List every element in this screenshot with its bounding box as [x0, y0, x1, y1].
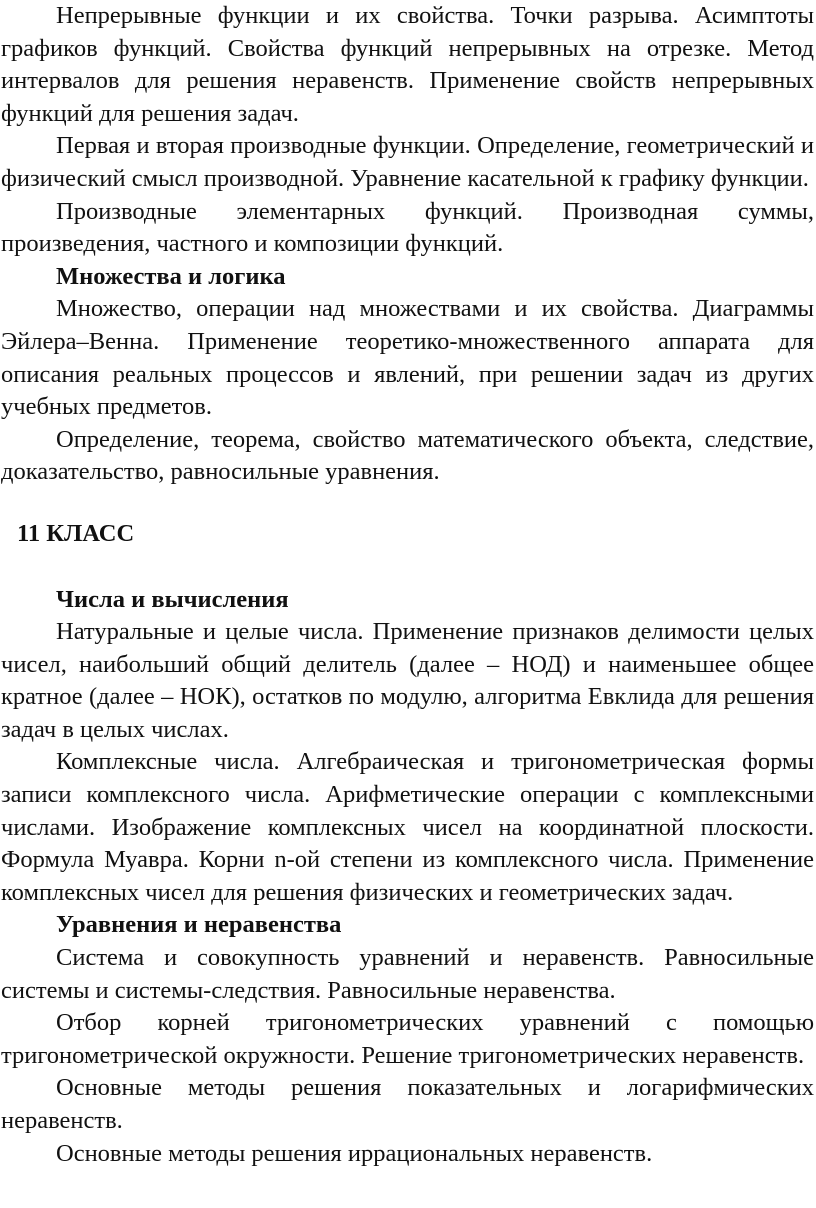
section-heading-equations: Уравнения и неравенства [56, 911, 342, 939]
paragraph-complex-numbers: Комплексные числа. Алгебраическая и тригонометрическая формы записи комплексного числа. Арифметические операции с комплексными числами. Изображение комплексных чисел на координатной плоскости. Формула Муавра. Корни n-ой степени из комплексного числа. Применение комплексных чисел для решения физических и геометрических задач. [1, 748, 814, 906]
paragraph-trig-roots: Отбор корней тригонометрических уравнений с помощью тригонометрической окружности. Решение тригонометрических неравенств. [1, 1009, 814, 1069]
paragraph-systems: Система и совокупность уравнений и неравенств. Равносильные системы и системы-следствия. Равносильные неравенства. [1, 944, 814, 1004]
paragraph-irrational: Основные методы решения иррациональных неравенств. [56, 1139, 653, 1167]
paragraph-sets-operations: Множество, операции над множествами и их свойства. Диаграммы Эйлера–Венна. Применение теоретико-множественного аппарата для описания реальных процессов и явлений, при решении задач из других учебных предметов. [1, 295, 814, 421]
paragraph-derivatives-elementary: Производные элементарных функций. Производная суммы, произведения, частного и композиции функций. [1, 197, 814, 258]
paragraph-continuous-functions: Непрерывные функции и их свойства. Точки разрыва. Асимптоты графиков функций. Свойства функций непрерывных на отрезке. Метод интервалов для решения неравенств. Применение свойств непрерывных функций для решения задач. [1, 2, 814, 127]
class-heading-11: 11 КЛАСС [17, 519, 135, 547]
paragraph-exp-log: Основные методы решения показательных и логарифмических неравенств. [1, 1074, 814, 1134]
paragraph-derivatives-definition: Первая и вторая производные функции. Определение, геометрический и физический смысл производной. Уравнение касательной к графику функции. [1, 132, 814, 192]
section-heading-numbers: Числа и вычисления [56, 585, 289, 613]
section-heading-sets-logic: Множества и логика [56, 262, 286, 290]
paragraph-definition-theorem: Определение, теорема, свойство математического объекта, следствие, доказательство, равносильные уравнения. [1, 425, 814, 486]
paragraph-integers: Натуральные и целые числа. Применение признаков делимости целых чисел, наибольший общий делитель (далее – НОД) и наименьшее общее кратное (далее – НОК), остатков по модулю, алгоритма Евклида для решения задач в целых числах. [1, 618, 814, 743]
